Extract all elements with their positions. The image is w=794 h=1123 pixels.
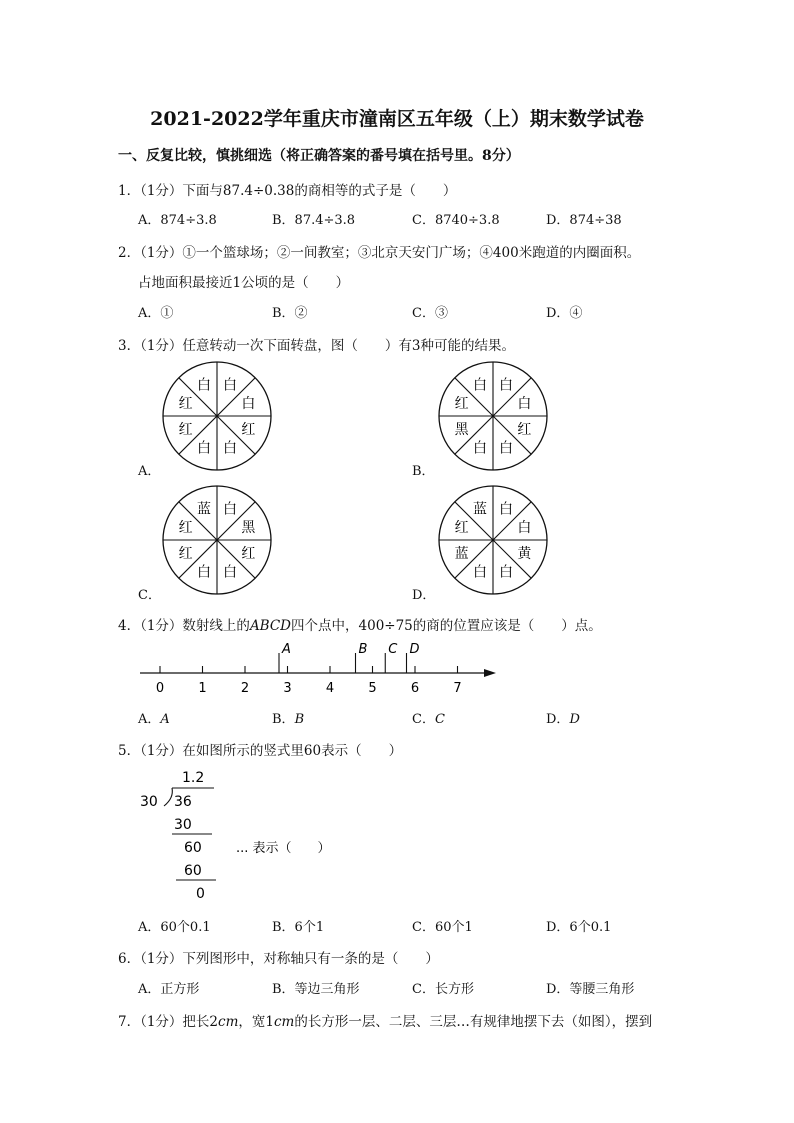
- q6-option-d: D．等腰三角形: [546, 982, 635, 997]
- spinner-sector-label: 蓝: [454, 546, 469, 563]
- q6-option-a: A．正方形: [138, 982, 200, 997]
- ray-tick-label: 2: [240, 681, 250, 696]
- q7-part-2: ，宽1: [238, 1014, 274, 1030]
- spinner-sector-label: 红: [241, 422, 256, 439]
- spinner-sector-label: 红: [178, 422, 193, 439]
- remainder: 0: [196, 886, 205, 902]
- spinner-sector-label: 红: [454, 519, 469, 536]
- q4-option-c-letter: C: [434, 712, 445, 727]
- spinner-sector-label: 白: [517, 519, 532, 536]
- spinner-sector-label: 红: [178, 519, 193, 536]
- q2-option-d: D．④: [546, 306, 583, 321]
- step-60-b: 60: [184, 863, 202, 879]
- q2-option-b: B．②: [272, 306, 308, 321]
- spinner-sector-label: 红: [178, 395, 193, 412]
- q5-option-a: A．60个0.1: [138, 920, 211, 935]
- spinner-c: [159, 482, 275, 598]
- q5-option-c: C．60个1: [412, 920, 473, 935]
- q4-option-a-prefix: A．: [138, 712, 161, 727]
- ray-tick-label: 7: [453, 681, 462, 696]
- spinner-sector-label: 蓝: [472, 501, 487, 518]
- q4-option-a-letter: A: [160, 712, 170, 727]
- spinner-sector-label: 白: [223, 564, 238, 581]
- q7-part-1: 7．（1分）把长2: [118, 1014, 219, 1030]
- q7-unit-2: cm: [274, 1014, 295, 1030]
- spinner-sector-label: 白: [196, 440, 211, 457]
- q1-option-c: C．8740÷3.8: [412, 213, 500, 228]
- q4-option-b-letter: B: [294, 712, 305, 727]
- q3-label-a: A．: [138, 464, 161, 479]
- q4-stem-points: ABCD: [249, 618, 292, 634]
- spinner-d: [435, 482, 551, 598]
- ray-tick-label: 0: [155, 681, 165, 696]
- question-2-line2: 占地面积最接近1公顷的是（ ）: [138, 275, 350, 291]
- q4-option-d: [546, 708, 580, 727]
- spinner-sector-label: 红: [454, 395, 469, 412]
- q1-option-b: B．87.4÷3.8: [272, 213, 356, 228]
- q1-option-a: A．874÷3.8: [138, 213, 217, 228]
- q4-option-b: [272, 708, 304, 727]
- spinner-sector-label: 黑: [241, 519, 256, 536]
- spinner-sector-label: 白: [223, 501, 238, 518]
- q1-option-d: D．874÷38: [546, 213, 622, 228]
- spinner-sector-label: 红: [517, 422, 532, 439]
- quotient: 1.2: [182, 770, 205, 786]
- ray-tick-label: 4: [325, 681, 335, 696]
- ray-tick-label: 5: [368, 681, 377, 696]
- q4-option-a: [138, 708, 170, 727]
- divisor: 30: [140, 794, 158, 810]
- spinner-sector-label: 白: [517, 395, 532, 412]
- division-bracket: [164, 788, 172, 806]
- q4-stem-after: 四个点中，400÷75的商的位置应该是（ ）点。: [291, 618, 602, 634]
- q6-option-c: C．长方形: [412, 982, 474, 997]
- spinner-b: [435, 358, 551, 474]
- spinner-a: [159, 358, 275, 474]
- q4-option-b-prefix: B．: [272, 712, 295, 727]
- dividend: 36: [174, 794, 192, 810]
- q3-label-c: C．: [138, 588, 161, 603]
- ray-tick-label: 1: [198, 681, 207, 696]
- spinner-sector-label: 红: [178, 546, 193, 563]
- spinner-sector-label: 白: [472, 564, 487, 581]
- question-5: 5．（1分）在如图所示的竖式里60表示（ ）: [118, 743, 403, 759]
- q3-label-b: B．: [412, 464, 435, 479]
- q2-option-a: A．①: [138, 306, 174, 321]
- question-3: 3．（1分）任意转动一次下面转盘，图（ ）有3种可能的结果。: [118, 338, 516, 354]
- spinner-sector-label: 黑: [454, 422, 469, 439]
- step-60: 60: [184, 840, 202, 856]
- step-30: 30: [174, 817, 192, 833]
- question-1: 1．（1分）下面与87.4÷0.38的商相等的式子是（ ）: [118, 183, 457, 199]
- question-4: [118, 614, 602, 634]
- spinner-sector-label: 白: [499, 440, 514, 457]
- q4-option-c: [412, 708, 445, 727]
- question-6: 6．（1分）下列图形中，对称轴只有一条的是（ ）: [118, 951, 439, 967]
- spinner-sector-label: 白: [499, 564, 514, 581]
- q7-unit-1: cm: [218, 1014, 239, 1030]
- spinner-sector-label: 白: [196, 377, 211, 394]
- spinner-sector-label: 白: [241, 395, 256, 412]
- spinner-sector-label: 白: [472, 440, 487, 457]
- page-title: 2021-2022学年重庆市潼南区五年级（上）期末数学试卷: [150, 108, 644, 130]
- ray-tick-label: 3: [283, 681, 292, 696]
- q7-part-3: 的长方形一层、二层、三层…有规律地摆下去（如图），摆到: [294, 1014, 653, 1030]
- question-2: 2．（1分）①一个篮球场；②一间教室；③北京天安门广场；④400米跑道的内圈面积。: [118, 245, 641, 261]
- point-label: B: [358, 642, 368, 657]
- point-label: A: [282, 642, 291, 657]
- spinner-sector-label: 黄: [517, 546, 532, 563]
- spinner-sector-label: 白: [472, 377, 487, 394]
- spinner-sector-label: 白: [223, 377, 238, 394]
- spinner-sector-label: 白: [223, 440, 238, 457]
- q4-option-d-prefix: D．: [546, 712, 570, 727]
- note-text: ... 表示（ ）: [236, 841, 331, 856]
- long-division: [134, 764, 354, 904]
- q5-option-b: B．6个1: [272, 920, 325, 935]
- spinner-sector-label: 蓝: [196, 501, 211, 518]
- q4-option-d-letter: D: [569, 712, 580, 727]
- q3-label-d: D．: [412, 588, 436, 603]
- q4-option-c-prefix: C．: [412, 712, 435, 727]
- q2-option-c: C．③: [412, 306, 448, 321]
- q6-option-b: B．等边三角形: [272, 982, 360, 997]
- number-ray: [130, 640, 510, 700]
- spinner-sector-label: 红: [241, 546, 256, 563]
- question-7: [118, 1010, 652, 1030]
- q5-option-d: D．6个0.1: [546, 920, 612, 935]
- spinner-sector-label: 白: [196, 564, 211, 581]
- point-label: C: [388, 642, 398, 657]
- spinner-sector-label: 白: [499, 377, 514, 394]
- point-label: D: [409, 642, 420, 657]
- spinner-sector-label: 白: [499, 501, 514, 518]
- section-heading: 一、反复比较，慎挑细选（将正确答案的番号填在括号里。8分）: [118, 148, 520, 164]
- ray-tick-label: 6: [410, 681, 420, 696]
- ray-arrow-icon: [484, 669, 496, 677]
- q4-stem-before: 4．（1分）数射线上的: [118, 618, 250, 634]
